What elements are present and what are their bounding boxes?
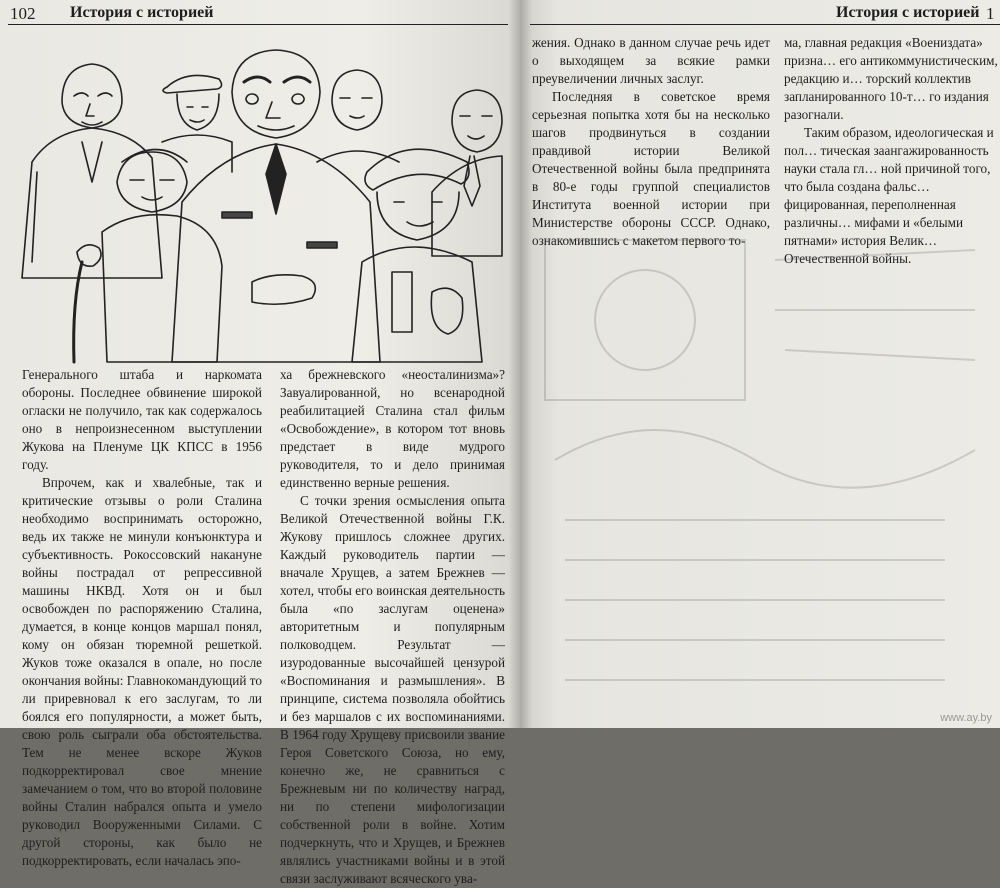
paragraph: Впрочем, как и хвалебные, так и критические отзывы о роли Сталина необходимо воспринимать осторожно, ведь их также не минули конъюнктура и субъективность. Рокоссовский накануне войны пострадал от репрессивной машины НКВД. Хотя он и был освобожден по распоряжению Сталина, думается, в конце концов маршал понял, кому он обязан тюремной решеткой. Жуков тоже оказался в опале, но после окончания войны: Главнокомандующий то ли приревновал к его заслугам, то ли боялся его популярности, а может быть, свою роль сыграли оба обстоятельства. Тем не менее вскоре Жуков подкорректировал свое мнение замечанием о том, что во второй половине войны Сталин набрался опыта и умело руководил Вооруженными Силами. С другой стороны, как было не подкорректировать, если началась эпо- <box>22 475 262 868</box>
paragraph: Таким образом, идеологическая и пол… тическая заангажированность науки стала гл… ной причиной того, что была создана фальс… фицированная, переполненная различны… мифами и «белыми пятнами» история Велик… Отечественной войны. <box>784 125 994 266</box>
running-title: История с историей <box>70 4 214 21</box>
paragraph: ха брежневского «неосталинизма»? Завуалированной, но всенародной реабилитацией Сталина стал фильм «Освобождение», в котором тот вновь предстает в виде мудрого руководителя, то и дело принимая единственно верные решения. <box>280 367 505 490</box>
caricature-illustration <box>22 32 502 362</box>
watermark: www.ay.by <box>940 712 992 724</box>
text-column-1 <box>22 366 262 870</box>
paragraph: Последняя в советское время серьезная попытка хотя бы на несколько шагов продвинуться в создании правдивой истории Великой Отечественной войны была предпринята в 80-е годы группой специалистов Института военной истории при Министерстве обороны СССР. Однако, ознакомившись с макетом первого то- <box>532 89 770 248</box>
paragraph: ма, главная редакция «Воениздата» призна… его антикоммунистическим, редакцию и… торский коллектив запланированного 10-т… го издания разогнали. <box>784 35 998 122</box>
text-column-2 <box>280 366 505 888</box>
paragraph: С точки зрения осмысления опыта Великой Отечественной войны Г.К. Жукову пришлось сложнее других. Каждый руководитель партии — вначале Хрущев, а затем Брежнев — хотел, чтобы его воинская деятельность была «по заслугам оценена» авторитетным и популярным полководцем. Результат — изуродованные высочайшей цензурой «Воспоминания и размышления». В принципе, система позволяла обойтись и без маршалов с их воспоминаниями. В 1964 году Хрущеву присвоили звание Героя Советского Союза, но ему, конечно же, не сравниться с Брежневым ни по количеству наград, ни по степени мифологизации собственной роли в войне. Хотим подчеркнуть, что и Хрущев, и Брежнев являлись участниками войны и в этой связи заслуживают всяческого ува- <box>280 493 505 886</box>
running-title: История с историей <box>836 4 980 21</box>
book-gutter <box>508 0 532 728</box>
page-number: 102 <box>10 4 36 23</box>
paragraph: жения. Однако в данном случае речь идет о выходящем за всякие рамки преувеличении личных заслуг. <box>532 35 770 86</box>
header-rule <box>530 24 1000 25</box>
bleed-through-image <box>525 200 1000 728</box>
header-rule <box>8 24 508 25</box>
paragraph: Генерального штаба и наркомата обороны. Последнее обвинение широкой огласки не получило, так как содержалось оно в непроизнесенном выступлении Жукова на Пленуме ЦК КПСС в 1956 году. <box>22 367 262 472</box>
page-number: 1 <box>986 4 995 23</box>
